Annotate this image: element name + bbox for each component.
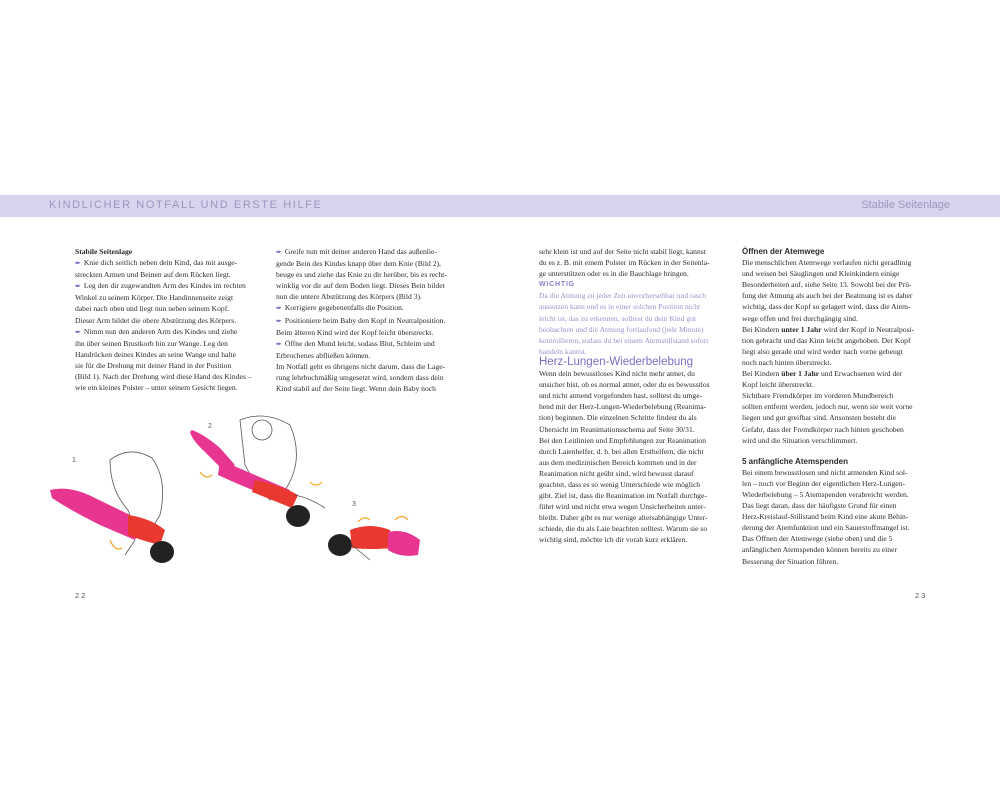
figure-3-drawing: [328, 517, 420, 561]
text-line: beuge es und ziehe das Knie zu dir herüber, bis es recht-: [276, 270, 447, 280]
text-line: Bei den Leitlinien und Empfehlungen zur Reanimation: [539, 435, 707, 445]
wichtig-heading: WICHTIG: [539, 281, 575, 289]
text-line: geachtet, dass es so wenig Unterschiede wie möglich: [539, 479, 701, 489]
figure-number-3: 3: [352, 501, 356, 508]
text-line: Herz-Kreislauf-Stillstand beim Kind eine akute Behin-: [742, 512, 909, 522]
text-line: nun die untere Abstützung des Körpers (Bild 3).: [276, 292, 422, 302]
recovery-position-illustration: [40, 390, 420, 580]
arrow-bullet-icon: ➨: [276, 304, 282, 313]
page-number-left: 22: [75, 591, 88, 600]
arrow-bullet-icon: ➨: [276, 248, 282, 256]
text-line: rung lehrbuchmäßig umgesetzt wird, sondern dass dein: [276, 373, 444, 383]
text-line: ➨ Korrigiere gegebenenfalls die Position.: [276, 303, 404, 313]
text-line: durch Laienhelfer, d. h. bei allen Ersthelfern, die nicht: [539, 446, 704, 456]
text-line: Beim älteren Kind wird der Kopf leicht überstreckt.: [276, 327, 434, 337]
text-line: Wiederbelebung – 5 Atemspenden verabreicht werden.: [742, 489, 909, 499]
text-line: Erbrochenes abfließen können.: [276, 350, 371, 360]
text-line: noch nach hinten überstreckt.: [742, 357, 832, 367]
text-line: leicht ist, das zu erkennen, solltest du dein Kind gut: [539, 313, 697, 323]
text-line: kontrollieren, sodass du bei einem Atemstillstand sofort: [539, 335, 709, 345]
text-line: ge unterstützen oder es in die Bauchlage bringen.: [539, 269, 689, 279]
page-number-right: 23: [915, 591, 928, 600]
column-3: [539, 246, 729, 546]
figure-number-2: 2: [208, 423, 212, 430]
text-line: sollten entfernt werden, jedoch nur, wenn sie weit vorne: [742, 402, 913, 412]
text-line: wie ein kleines Polster – unter seinem Gesicht liegen.: [75, 383, 238, 393]
text-line: ➨ Nimm nun den anderen Arm des Kindes und ziehe: [75, 326, 238, 336]
text-line: Bei Kindern über 1 Jahr und Erwachsenen wird der: [742, 369, 903, 379]
column-2: [276, 246, 471, 394]
text-line: Kopf leicht überstreckt.: [742, 380, 814, 390]
text-line: führt wird und nicht etwa wegen Unsicherheiten unter-: [539, 502, 706, 512]
text-line: und nicht atmend vorgefunden hast, solltest du umge-: [539, 391, 703, 401]
text-line: aus dem medizinischen Bereich kommen und in der: [539, 457, 697, 467]
text-line: Bei einem bewusstlosen und nicht atmenden Kind sol-: [742, 467, 908, 477]
text-line: (Bild 1). Nach der Drehung wird diese Hand des Kindes –: [75, 372, 252, 382]
running-header: [0, 195, 1000, 217]
text-line: du es z. B. mit einem Polster im Rücken in der Seitenla-: [539, 258, 710, 268]
text-line: Handrücken deines Kindes an seine Wange und halte: [75, 349, 236, 359]
text-line: Winkel zu seinem Körper. Die Handinnenseite zeigt: [75, 293, 234, 303]
figure-1-drawing: [50, 452, 174, 563]
arrow-bullet-icon: ➨: [75, 282, 81, 291]
text-line: beobachten und die Atmung fortlaufend (jede Minute): [539, 324, 704, 334]
text-line: anfänglichen Atemspenden können bereits zu einer: [742, 545, 897, 555]
figure-2-drawing: [190, 416, 325, 527]
text-line: ➨ Öffne den Mund leicht, sodass Blut, Schleim und: [276, 338, 435, 348]
text-line: fung der Atmung als auch bei der Beatmung ist es daher: [742, 291, 913, 301]
text-line: Besonderheiten auf, siehe Seite 13. Sowohl bei der Prü-: [742, 280, 912, 290]
text-line: Besserung der Situation führen.: [742, 556, 839, 566]
text-line: Sichtbare Fremdkörper im vorderen Mundbereich: [742, 391, 894, 401]
text-line: Im Notfall geht es übrigens nicht darum, dass die Lage-: [276, 361, 446, 371]
header-chapter: KINDLICHER NOTFALL UND ERSTE HILFE: [49, 199, 323, 211]
text-line: ihn über seinen Brustkorb hin zur Wange. Leg den: [75, 338, 228, 348]
text-line: wichtig sind, möchte ich dir vorab kurz erklären.: [539, 535, 688, 545]
header-section: Stabile Seitenlage: [861, 199, 950, 211]
text-line: liegt also gerade und wird weder nach vorne gebeugt: [742, 346, 903, 356]
text-line: gende Bein des Kindes knapp über dem Knie (Bild 2),: [276, 259, 441, 269]
text-line: unsicher bist, ob es normal atmet, oder du es bewusstlos: [539, 380, 710, 390]
text-line: wege offen und frei durchgängig sind.: [742, 313, 858, 323]
text-line: streckten Armen und Beinen auf dem Rücken liegt.: [75, 270, 231, 280]
text-line: len – noch vor Beginn der eigentlichen Herz-Lungen-: [742, 478, 905, 488]
section-heading-hlw: Herz-Lungen-Wiederbelebung: [539, 355, 694, 368]
arrow-bullet-icon: ➨: [75, 327, 81, 336]
text-line: liegen und gut greifbar sind. Ansonsten besteht die: [742, 413, 896, 423]
text-line: Übersicht im Reanimationsschema auf Seite 30/31.: [539, 424, 695, 434]
column-1: [75, 246, 270, 393]
wichtig-box: [539, 290, 729, 357]
text-line: tion gebracht und das Kinn leicht angehoben. Der Kopf: [742, 335, 911, 345]
subheading-atemwege: Öffnen der Atemwege: [742, 247, 825, 256]
text-line: Da die Atmung zu jeder Zeit unvorhersehbar und rasch: [539, 291, 707, 301]
text-line: hend mit der Herz-Lungen-Wiederbelebung (Reanima-: [539, 402, 707, 412]
text-line: Bei Kindern unter 1 Jahr wird der Kopf in Neutralposi-: [742, 324, 915, 334]
text-line: Die menschlichen Atemwege verlaufen nicht geradlinig: [742, 258, 912, 268]
text-line: und weisen bei Säuglingen und Kleinkindern einige: [742, 269, 900, 279]
text-line: ➨ Knie dich seitlich neben dein Kind, das mit ausge-: [75, 258, 238, 268]
text-line: Wenn dein bewusstloses Kind nicht mehr atmet, du: [539, 369, 695, 379]
text-line: winklig vor dir auf dem Boden liegt. Dieses Bein bildet: [276, 281, 445, 291]
figure-number-1: 1: [72, 457, 76, 464]
subheading-atemspenden: 5 anfängliche Atemspenden: [742, 456, 848, 466]
text-line: bleibt. Daher gibt es nur wenige altersabhängige Unter-: [539, 513, 708, 523]
text-line: gibt. Ziel ist, dass die Reanimation im Notfall durchge-: [539, 491, 707, 501]
text-line: aussetzen kann und es in einer solchen Position nicht: [539, 302, 701, 312]
text-line: Kind stabil auf der Seite liegt. Wenn dein Baby noch: [276, 384, 436, 394]
text-line: schiede, die du als Laie beachten solltest. Warum sie so: [539, 524, 708, 534]
text-line: wird und die Situation verschlimmert.: [742, 435, 858, 445]
text-line: sehr klein ist und auf der Seite nicht stabil liegt, kannst: [539, 247, 706, 256]
text-line: Gefahr, dass der Fremdkörper nach hinten geschoben: [742, 424, 904, 434]
arrow-bullet-icon: ➨: [75, 259, 81, 268]
text-line: wichtig, dass der Kopf so gelagert wird, dass die Atem-: [742, 302, 911, 312]
text-line: dabei nach oben und liegt nun neben seinem Kopf.: [75, 304, 230, 314]
text-line: ➨ Leg den dir zugewandten Arm des Kindes im rechten: [75, 281, 246, 291]
text-line: handeln kannst.: [539, 346, 587, 356]
text-line: ➨ Greife nun mit deiner anderen Hand das außenlie-: [276, 247, 437, 256]
text-line: Dieser Arm bildet die obere Abstützung des Körpers.: [75, 315, 237, 325]
text-line: sie für die Drehung mit deiner Hand in der Position: [75, 360, 232, 370]
text-line: derung der Atemfunktion und ein Sauerstoffmangel ist.: [742, 523, 910, 533]
arrow-bullet-icon: ➨: [276, 339, 282, 348]
text-line: Das liegt daran, dass der häufigste Grund für einen: [742, 501, 897, 511]
text-line: Das Öffnen der Atemwege (siehe oben) und die 5: [742, 534, 893, 544]
column-4: [742, 246, 932, 567]
arrow-bullet-icon: ➨: [276, 316, 282, 325]
text-line: tion) beginnen. Die einzelnen Schritte findest du als: [539, 413, 697, 423]
subheading-stabile-seitenlage: Stabile Seitenlage: [75, 247, 133, 256]
text-line: Reanimation nicht geübt sind, wird bewusst darauf: [539, 468, 694, 478]
text-line: ➨ Positioniere beim Baby den Kopf in Neutralposition.: [276, 315, 446, 325]
